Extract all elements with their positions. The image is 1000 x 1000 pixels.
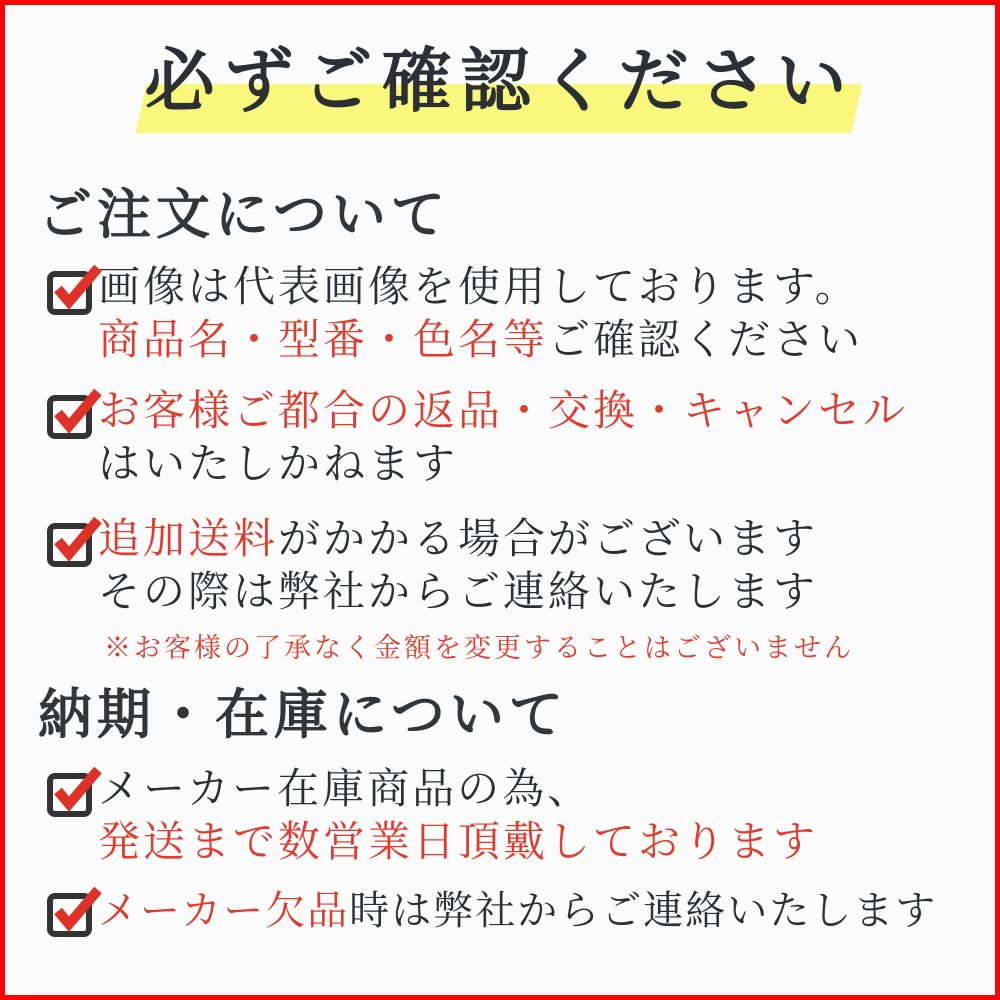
- checked-checkbox-icon: [46, 766, 102, 818]
- title-banner: [0, 34, 1000, 132]
- checklist-item-returns: [46, 386, 980, 492]
- item-text-line: [98, 315, 980, 368]
- item-text: がかかる場合がございます: [278, 517, 819, 563]
- checked-checkbox-icon: [46, 516, 102, 568]
- checked-checkbox-icon: [46, 388, 102, 440]
- item-text: その際は弊社からご連絡いたします: [98, 570, 819, 616]
- item-text-emphasis: 追加送料: [98, 517, 279, 563]
- checklist-item-extra-shipping: [46, 514, 980, 664]
- item-text-line: [98, 567, 980, 620]
- item-text-emphasis: 商品名・型番・色名等: [98, 318, 549, 364]
- item-text-emphasis: メーカー欠品: [98, 888, 350, 933]
- section-heading-order: ご注文について: [38, 185, 450, 245]
- section-heading-stock: 納期・在庫について: [38, 685, 568, 745]
- item-text-emphasis: 発送まで数営業日頂戴しております: [98, 820, 819, 866]
- item-text-line: [98, 817, 980, 870]
- item-text-line: [98, 386, 980, 439]
- item-footnote: ※お客様の了承なく金額を変更することはございません: [104, 633, 854, 663]
- item-text-line: [98, 514, 980, 567]
- checked-checkbox-icon: [46, 264, 102, 316]
- page-title: 必ずご確認ください: [144, 44, 856, 121]
- checked-checkbox-icon: [46, 886, 102, 938]
- item-text-line: [98, 262, 980, 315]
- checklist-item-maker-shortage: [46, 884, 980, 937]
- item-text-line: [98, 884, 980, 937]
- item-text: ご確認ください: [548, 318, 864, 364]
- item-text-line: [98, 764, 980, 817]
- checklist-item-maker-stock: [46, 764, 980, 870]
- checklist-item-representative-image: [46, 262, 980, 368]
- item-text: はいたしかねます: [98, 442, 459, 488]
- item-text-line: [98, 439, 980, 492]
- item-text-emphasis: お客様ご都合の返品・交換・キャンセル: [98, 389, 909, 435]
- item-text: 画像は代表画像を使用しております。: [98, 265, 860, 311]
- item-text: 時は弊社からご連絡いたします: [349, 888, 938, 933]
- item-text: メーカー在庫商品の為、: [98, 767, 593, 813]
